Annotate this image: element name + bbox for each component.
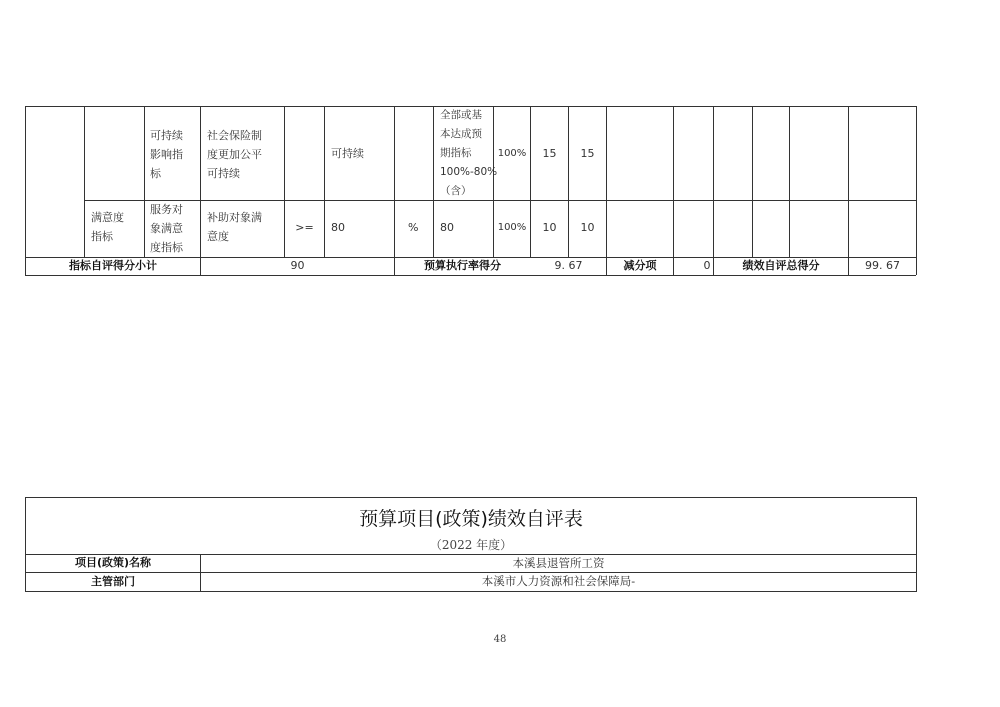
row2-level3-indicator: 服务对 象满意 度指标 (150, 203, 183, 254)
deduction-value: 0 (703, 259, 711, 272)
deduction-label: 减分项 (623, 259, 657, 272)
row2-completion-rate: 100% (497, 222, 527, 233)
row2-target-value: 80 (331, 221, 345, 234)
row2-actual-value: 80 (440, 221, 454, 234)
indicator-subtotal-value: 90 (290, 259, 305, 272)
total-score-label: 绩效自评总得分 (742, 259, 820, 272)
row1-indicator-name: 社会保险制 度更加公平 可持续 (207, 129, 262, 180)
row2-operator: >= (295, 221, 314, 234)
page-number: 48 (493, 634, 507, 645)
row1-level3-indicator: 可持续 影响指 标 (150, 129, 183, 180)
form-year: （2022 年度） (429, 538, 513, 552)
project-name-value: 本溪县退管所工资 (512, 556, 605, 570)
department-label: 主管部门 (91, 575, 135, 588)
row2-unit: % (408, 221, 419, 234)
indicator-subtotal-label: 指标自评得分小计 (69, 259, 157, 272)
row2-indicator-name: 补助对象满 意度 (207, 211, 262, 243)
row2-weight: 10 (542, 221, 557, 234)
total-score-value: 99. 67 (865, 259, 900, 272)
budget-execution-score-label: 预算执行率得分 (424, 259, 501, 272)
department-value: 本溪市人力资源和社会保障局- (481, 574, 636, 588)
row1-weight: 15 (542, 147, 557, 160)
row1-score: 15 (580, 147, 595, 160)
row1-actual-value: 全部或基 本达成预 期指标 100%-80% （含） (440, 109, 498, 197)
row2-level2-indicator: 满意度 指标 (91, 211, 124, 243)
form-title: 预算项目(政策)绩效自评表 (359, 508, 583, 530)
row1-completion-rate: 100% (497, 148, 527, 159)
project-name-label: 项目(政策)名称 (74, 556, 152, 569)
row2-score: 10 (580, 221, 595, 234)
row1-target-value: 可持续 (331, 147, 364, 160)
budget-execution-score-value: 9. 67 (554, 259, 583, 272)
